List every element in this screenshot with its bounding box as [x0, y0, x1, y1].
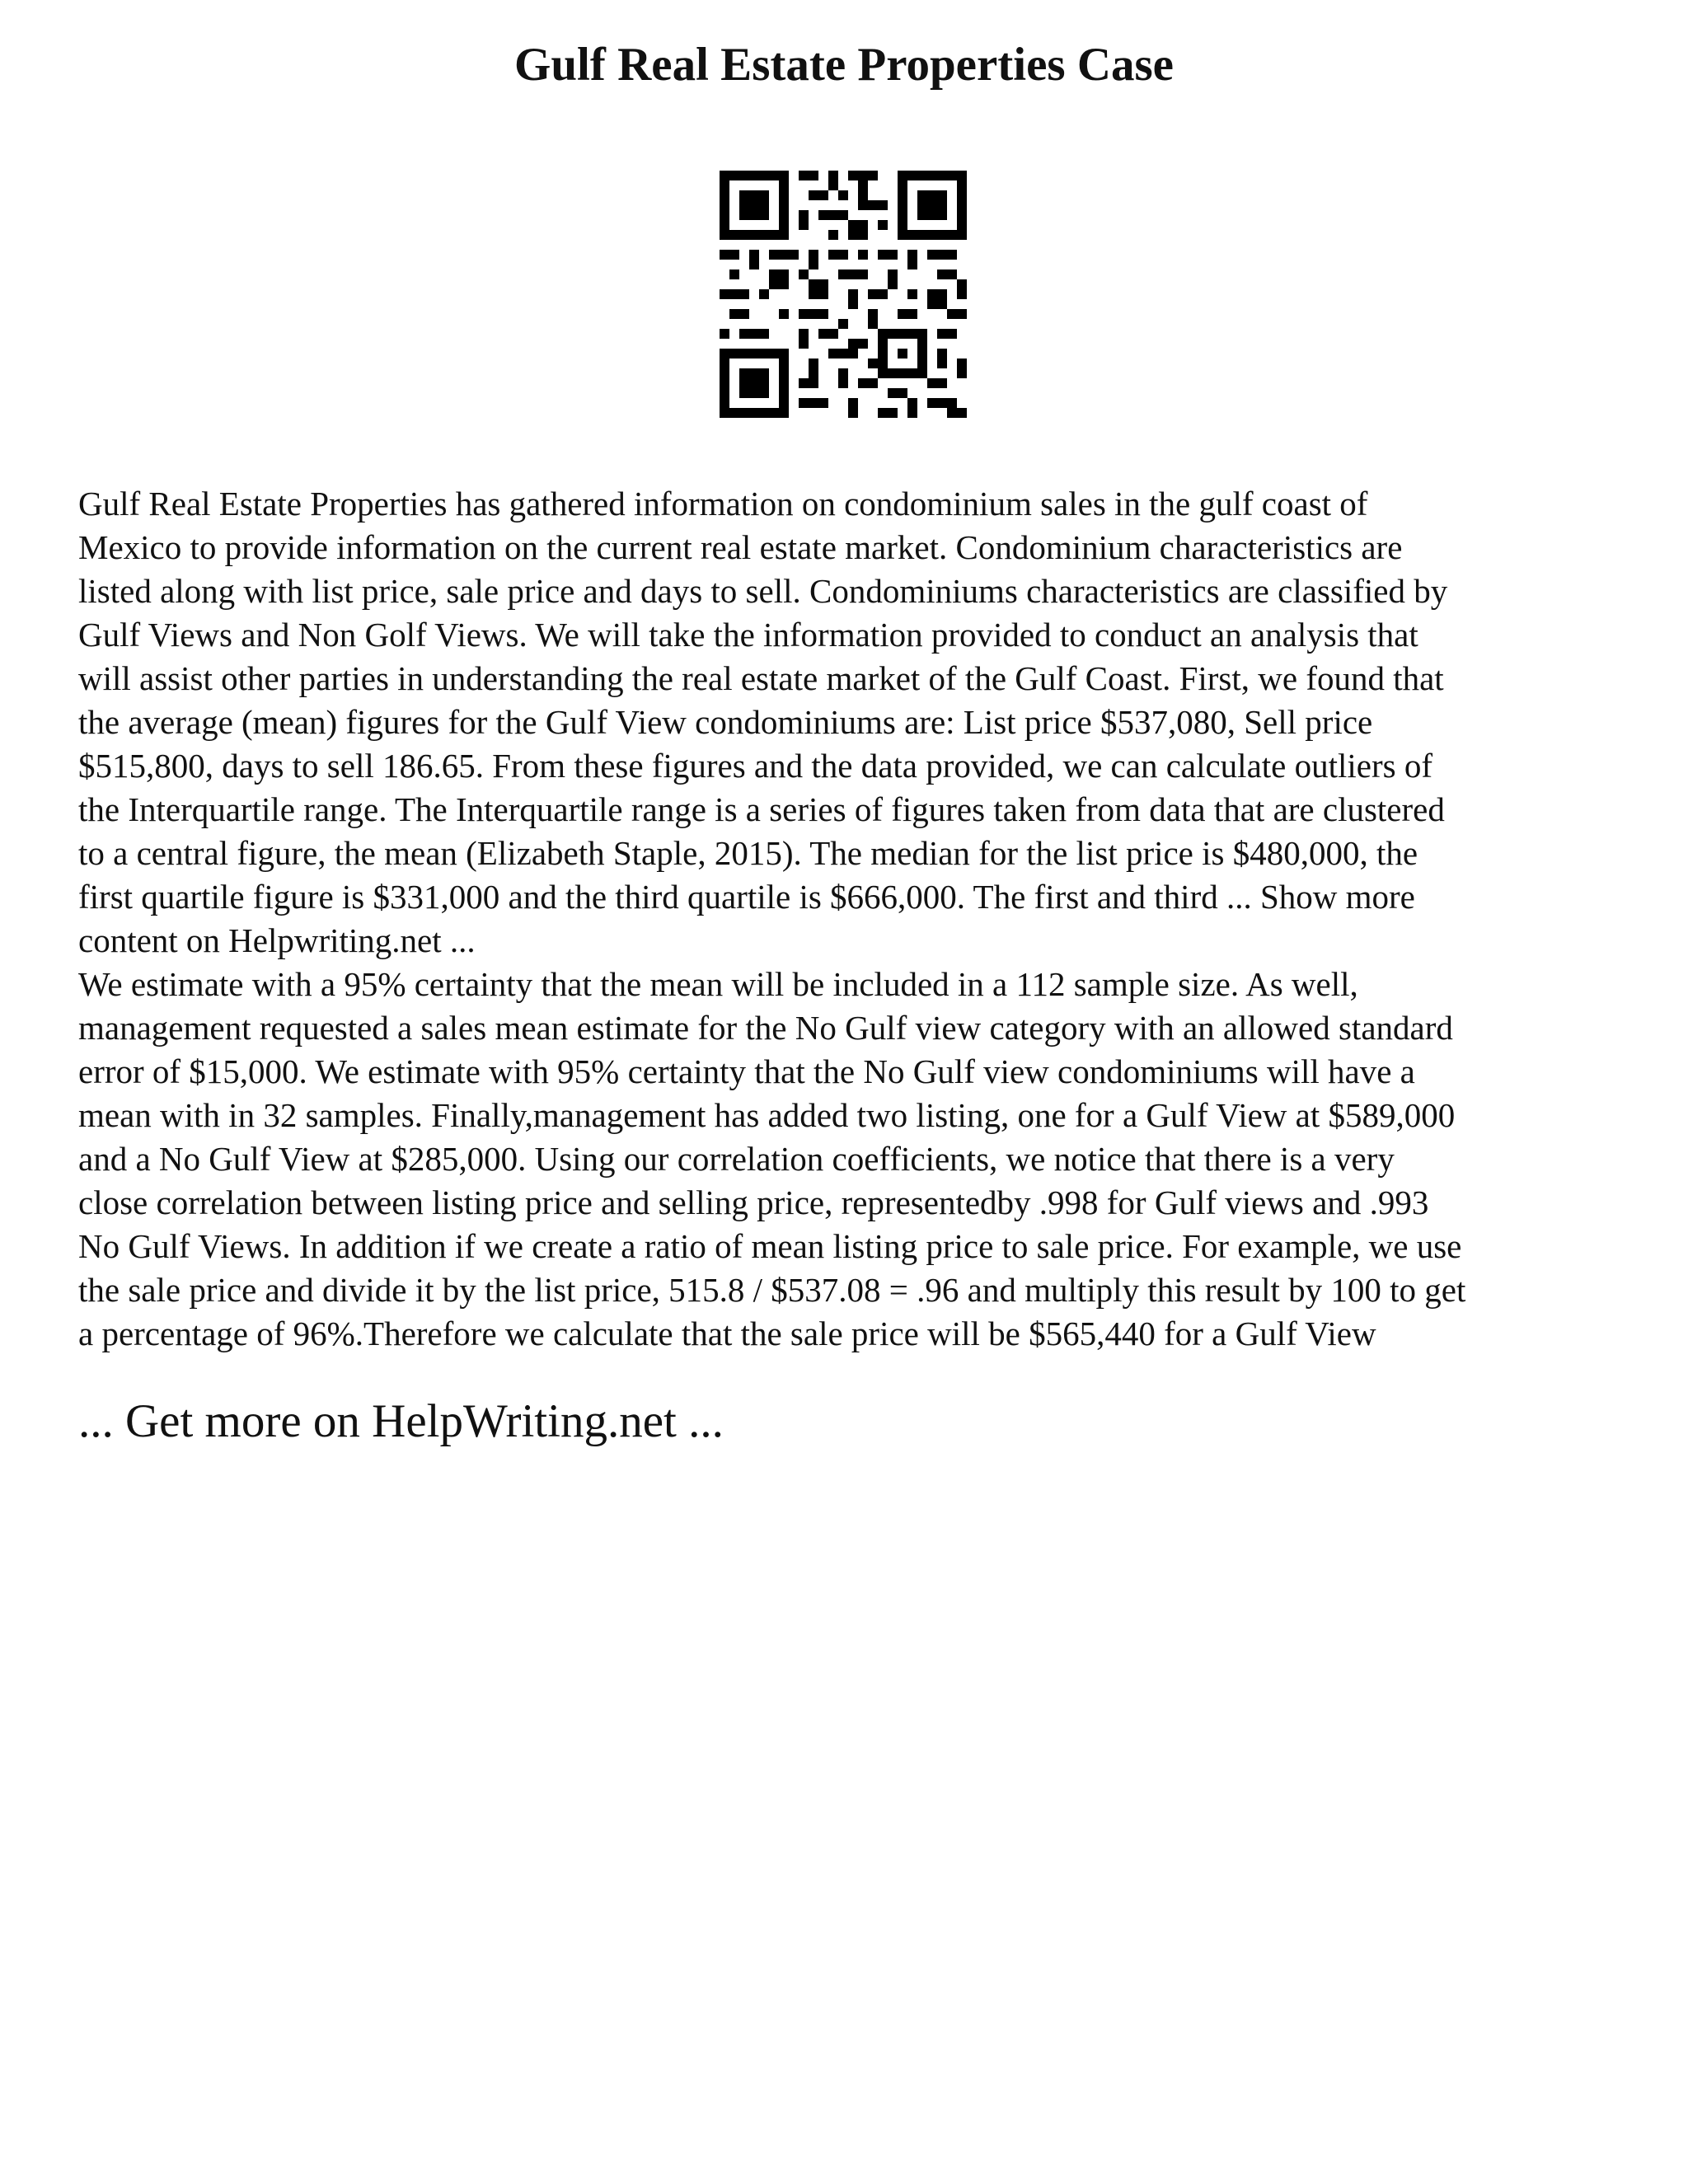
body-line: listed along with list price, sale price and days to sell. Condominiums characteristics are classified by: [78, 572, 1448, 610]
body-line: We estimate with a 95% certainty that the mean will be included in a 112 sample size. As well,: [78, 965, 1358, 1003]
body-line: Gulf Views and Non Golf Views. We will take the information provided to conduct an analysis that: [78, 616, 1418, 654]
body-line: Gulf Real Estate Properties has gathered information on condominium sales in the gulf coast of: [78, 485, 1368, 523]
body-line: mean with in 32 samples. Finally,management has added two listing, one for a Gulf View at $589,000: [78, 1096, 1456, 1134]
body-line: and a No Gulf View at $285,000. Using our correlation coefficients, we notice that there is a very: [78, 1140, 1395, 1178]
body-line: the Interquartile range. The Interquartile range is a series of figures taken from data that are clustered: [78, 790, 1445, 828]
article-body: [78, 482, 1620, 1356]
body-line: Mexico to provide information on the current real estate market. Condominium characteristics are: [78, 528, 1403, 566]
body-line: will assist other parties in understanding the real estate market of the Gulf Coast. First, we found that: [78, 659, 1444, 697]
get-more-link[interactable]: ... Get more on HelpWriting.net ...: [78, 1395, 724, 1447]
page-title: Gulf Real Estate Properties Case: [514, 39, 1174, 91]
body-line: error of $15,000. We estimate with 95% certainty that the No Gulf view condominiums will have a: [78, 1052, 1415, 1090]
body-line: management requested a sales mean estimate for the No Gulf view category with an allowed standard: [78, 1009, 1453, 1047]
body-line: a percentage of 96%.Therefore we calculate that the sale price will be $565,440 for a Gulf View: [78, 1315, 1376, 1352]
body-line: to a central figure, the mean (Elizabeth Staple, 2015). The median for the list price is $480,000, the: [78, 834, 1418, 872]
body-line: close correlation between listing price and selling price, representedby .998 for Gulf views and .993: [78, 1183, 1429, 1221]
body-line: first quartile figure is $331,000 and the third quartile is $666,000. The first and third ... Show more: [78, 878, 1415, 916]
body-line: content on Helpwriting.net ...: [78, 921, 476, 959]
body-line: No Gulf Views. In addition if we create a ratio of mean listing price to sale price. For example, we use: [78, 1227, 1462, 1265]
body-line: $515,800, days to sell 186.65. From these figures and the data provided, we can calculate outliers of: [78, 747, 1432, 785]
body-line: the sale price and divide it by the list price, 515.8 / $537.08 = .96 and multiply this result by 100 to get: [78, 1271, 1466, 1309]
qr-code-icon[interactable]: [720, 171, 967, 418]
body-line: the average (mean) figures for the Gulf View condominiums are: List price $537,080, Sell price: [78, 703, 1373, 741]
